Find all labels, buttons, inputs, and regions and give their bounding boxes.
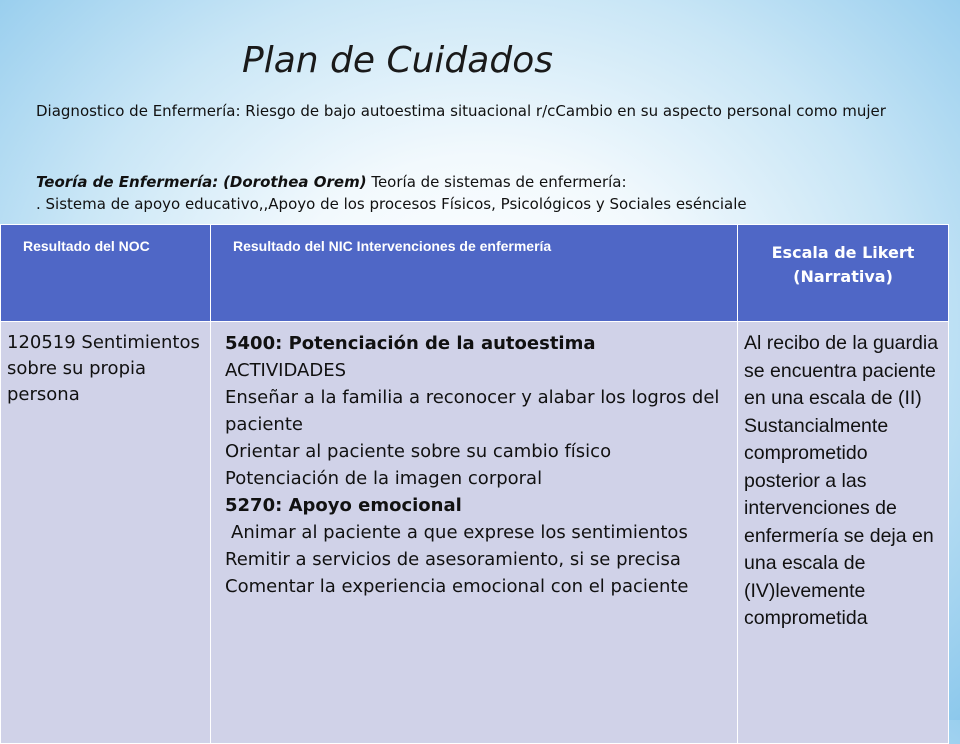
nursing-theory <box>36 171 936 215</box>
activity-5: Remitir a servicios de asesoramiento, si se precisa <box>225 549 681 570</box>
noc-cell <box>1 322 211 744</box>
page-title: Plan de Cuidados <box>242 40 553 81</box>
theory-label: Teoría de Enfermería: <box>36 173 219 191</box>
noc-text: 120519 Sentimientos sobre su propia persona <box>7 332 200 405</box>
likert-cell <box>738 322 949 744</box>
activities-label: ACTIVIDADES <box>225 360 347 381</box>
likert-text: Al recibo de la guardia se encuentra paciente en una escala de (II) Sustancialmente comprometido posterior a las intervenciones de enfermería se deja en una escala de (IV)levemente comprometida <box>744 332 939 629</box>
theory-name: Teoría de sistemas de enfermería: <box>371 173 627 191</box>
header-likert-label: Escala de Likert (Narrativa) <box>771 243 915 286</box>
nic-cell <box>211 322 738 744</box>
header-noc <box>1 225 211 322</box>
theory-author: (Dorothea Orem) <box>223 173 367 191</box>
theory-line <box>36 171 936 193</box>
table-row <box>1 322 949 744</box>
theory-system-line: . Sistema de apoyo educativo,,Apoyo de los procesos Físicos, Psicológicos y Sociales esénciale <box>36 195 747 213</box>
nursing-diagnosis: Diagnostico de Enfermería: Riesgo de bajo autoestima situacional r/cCambio en su aspecto personal como mujer <box>36 102 886 120</box>
activity-3: Potenciación de la imagen corporal <box>225 468 543 489</box>
activity-1: Enseñar a la familia a reconocer y alabar los logros del paciente <box>225 387 720 435</box>
header-nic-label: Resultado del NIC Intervenciones de enfermería <box>233 238 552 254</box>
nic-content <box>217 330 731 600</box>
activity-2: Orientar al paciente sobre su cambio físico <box>225 441 612 462</box>
table-header-row <box>1 225 949 322</box>
header-nic <box>211 225 738 322</box>
activity-4: Animar al paciente a que exprese los sentimientos <box>231 522 688 543</box>
header-likert <box>738 225 949 322</box>
intervention-1: 5400: Potenciación de la autoestima <box>225 333 596 354</box>
activity-6: Comentar la experiencia emocional con el paciente <box>225 576 689 597</box>
care-plan-table <box>0 224 949 744</box>
header-noc-label: Resultado del NOC <box>23 238 150 254</box>
intervention-2: 5270: Apoyo emocional <box>225 495 462 516</box>
